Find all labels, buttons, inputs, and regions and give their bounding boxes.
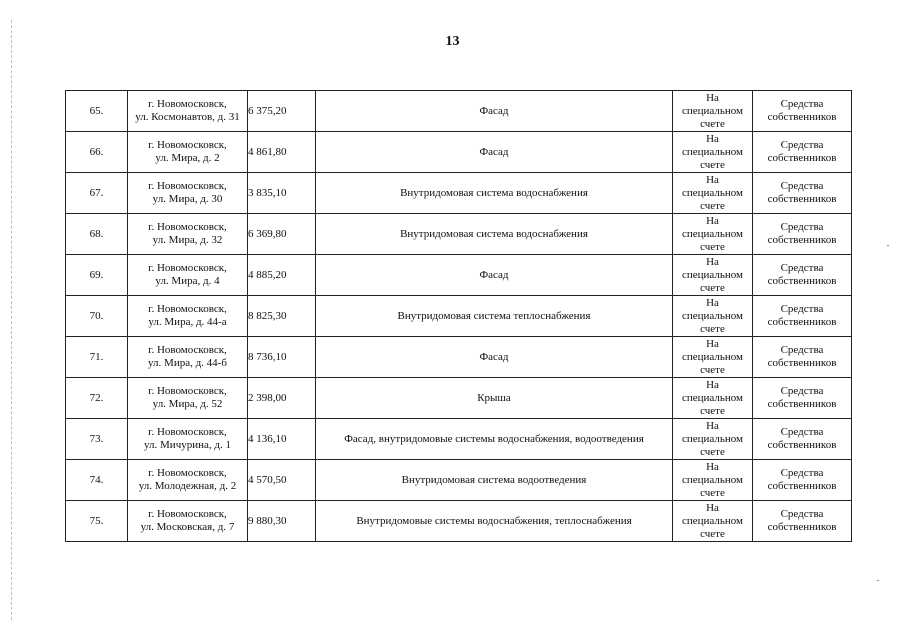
row-number: 72. <box>89 391 104 404</box>
funding-source-line: Средства <box>780 262 824 274</box>
account-line: специальном <box>681 104 744 117</box>
funding-source-cell <box>753 296 852 337</box>
table-row <box>66 214 852 255</box>
account-line: счете <box>700 117 725 130</box>
table-row <box>66 378 852 419</box>
row-number: 74. <box>89 473 104 486</box>
row-number-cell <box>66 214 128 255</box>
address-cell <box>128 173 248 214</box>
work-type-cell <box>316 173 673 214</box>
address-cell <box>128 501 248 542</box>
table-row <box>66 337 852 378</box>
work-type-cell <box>316 378 673 419</box>
funding-source-line: собственников <box>767 480 837 492</box>
address-city: г. Новомосковск, <box>148 508 227 520</box>
area-value: 6 369,80 <box>248 227 287 240</box>
area-cell <box>248 173 316 214</box>
account-cell <box>673 255 753 296</box>
account-line: специальном <box>681 514 744 527</box>
funding-source-line: Средства <box>780 98 824 110</box>
work-type-cell <box>316 296 673 337</box>
funding-source-cell <box>753 214 852 255</box>
funding-source-line: собственников <box>767 316 837 328</box>
row-number-cell <box>66 337 128 378</box>
address-street: ул. Мира, д. 44-б <box>148 357 227 369</box>
work-type: Внутридомовые системы водоснабжения, теплоснабжения <box>356 514 632 527</box>
scan-speck <box>877 580 879 581</box>
funding-source-line: Средства <box>780 467 824 479</box>
work-type-cell <box>316 255 673 296</box>
address-cell <box>128 337 248 378</box>
area-value: 3 835,10 <box>248 186 287 199</box>
table-row <box>66 419 852 460</box>
account-line: счете <box>700 322 725 335</box>
account-cell <box>673 296 753 337</box>
address-cell <box>128 419 248 460</box>
account-line: счете <box>700 240 725 253</box>
area-value: 8 736,10 <box>248 350 287 363</box>
area-cell <box>248 337 316 378</box>
funding-source-cell <box>753 91 852 132</box>
address-street: ул. Мира, д. 44-а <box>148 316 227 328</box>
table-row <box>66 132 852 173</box>
account-line: счете <box>700 404 725 417</box>
funding-source-line: собственников <box>767 439 837 451</box>
account-cell <box>673 173 753 214</box>
account-cell <box>673 501 753 542</box>
work-type-cell <box>316 501 673 542</box>
address-street: ул. Мира, д. 30 <box>152 193 223 205</box>
account-line: счете <box>700 158 725 171</box>
row-number-cell <box>66 378 128 419</box>
work-type: Фасад <box>479 145 509 158</box>
address-city: г. Новомосковск, <box>148 262 227 274</box>
funding-source-line: Средства <box>780 344 824 356</box>
funding-source-cell <box>753 132 852 173</box>
row-number-cell <box>66 173 128 214</box>
area-cell <box>248 132 316 173</box>
work-type-cell <box>316 337 673 378</box>
funding-source-line: собственников <box>767 398 837 410</box>
funding-source-line: собственников <box>767 152 837 164</box>
funding-source-line: собственников <box>767 193 837 205</box>
account-line: специальном <box>681 391 744 404</box>
account-line: специальном <box>681 432 744 445</box>
address-city: г. Новомосковск, <box>148 139 227 151</box>
row-number-cell <box>66 419 128 460</box>
funding-source-line: Средства <box>780 303 824 315</box>
funding-source-cell <box>753 501 852 542</box>
table-row <box>66 501 852 542</box>
address-street: ул. Московская, д. 7 <box>140 521 235 533</box>
funding-source-cell <box>753 173 852 214</box>
funding-source-cell <box>753 378 852 419</box>
area-cell <box>248 214 316 255</box>
address-city: г. Новомосковск, <box>148 98 227 110</box>
account-line: счете <box>700 281 725 294</box>
area-cell <box>248 255 316 296</box>
row-number-cell <box>66 91 128 132</box>
work-type: Фасад <box>479 350 509 363</box>
address-city: г. Новомосковск, <box>148 426 227 438</box>
row-number: 67. <box>89 186 104 199</box>
account-line: специальном <box>681 227 744 240</box>
account-line: счете <box>700 363 725 376</box>
funding-source-line: Средства <box>780 508 824 520</box>
row-number: 75. <box>89 514 104 527</box>
address-city: г. Новомосковск, <box>148 385 227 397</box>
address-street: ул. Мира, д. 2 <box>155 152 220 164</box>
address-street: ул. Мира, д. 4 <box>155 275 220 287</box>
area-value: 6 375,20 <box>248 104 287 117</box>
address-street: ул. Мира, д. 32 <box>152 234 223 246</box>
row-number: 66. <box>89 145 104 158</box>
work-type-cell <box>316 132 673 173</box>
work-type: Внутридомовая система теплоснабжения <box>397 309 591 322</box>
row-number-cell <box>66 132 128 173</box>
funding-source-line: собственников <box>767 275 837 287</box>
area-cell <box>248 296 316 337</box>
address-city: г. Новомосковск, <box>148 180 227 192</box>
area-cell <box>248 91 316 132</box>
row-number-cell <box>66 501 128 542</box>
account-line: На <box>706 337 719 350</box>
address-street: ул. Мичурина, д. 1 <box>144 439 231 451</box>
account-cell <box>673 91 753 132</box>
address-city: г. Новомосковск, <box>148 467 227 479</box>
scan-speck <box>887 245 889 246</box>
account-line: На <box>706 91 719 104</box>
table-row <box>66 255 852 296</box>
row-number: 71. <box>89 350 104 363</box>
page-number: 13 <box>445 34 460 49</box>
account-line: счете <box>700 445 725 458</box>
row-number: 69. <box>89 268 104 281</box>
account-line: специальном <box>681 309 744 322</box>
account-cell <box>673 214 753 255</box>
address-city: г. Новомосковск, <box>148 344 227 356</box>
funding-source-line: собственников <box>767 357 837 369</box>
work-type-cell <box>316 214 673 255</box>
houses-table <box>65 90 852 542</box>
table-row <box>66 173 852 214</box>
area-value: 9 880,30 <box>248 514 287 527</box>
account-line: счете <box>700 527 725 540</box>
address-cell <box>128 91 248 132</box>
account-line: На <box>706 214 719 227</box>
work-type-cell <box>316 91 673 132</box>
address-cell <box>128 255 248 296</box>
row-number: 68. <box>89 227 104 240</box>
address-city: г. Новомосковск, <box>148 303 227 315</box>
account-line: На <box>706 378 719 391</box>
area-value: 4 136,10 <box>248 432 287 445</box>
row-number-cell <box>66 296 128 337</box>
account-line: специальном <box>681 473 744 486</box>
account-line: специальном <box>681 268 744 281</box>
area-cell <box>248 378 316 419</box>
account-line: На <box>706 255 719 268</box>
funding-source-line: Средства <box>780 139 824 151</box>
row-number-cell <box>66 255 128 296</box>
work-type: Внутридомовая система водоснабжения <box>400 227 588 240</box>
account-line: На <box>706 296 719 309</box>
binding-margin-line <box>11 20 12 620</box>
area-cell <box>248 460 316 501</box>
work-type-cell <box>316 419 673 460</box>
area-value: 4 885,20 <box>248 268 287 281</box>
funding-source-line: Средства <box>780 221 824 233</box>
table-row <box>66 296 852 337</box>
row-number: 70. <box>89 309 104 322</box>
address-street: ул. Космонавтов, д. 31 <box>135 111 240 123</box>
account-cell <box>673 132 753 173</box>
funding-source-cell <box>753 419 852 460</box>
row-number: 73. <box>89 432 104 445</box>
account-cell <box>673 337 753 378</box>
area-value: 8 825,30 <box>248 309 287 322</box>
area-value: 4 861,80 <box>248 145 287 158</box>
funding-source-line: Средства <box>780 180 824 192</box>
address-cell <box>128 460 248 501</box>
address-cell <box>128 214 248 255</box>
account-cell <box>673 378 753 419</box>
table-row <box>66 460 852 501</box>
account-line: специальном <box>681 145 744 158</box>
row-number: 65. <box>89 104 104 117</box>
funding-source-line: Средства <box>780 385 824 397</box>
account-line: На <box>706 501 719 514</box>
work-type: Фасад, внутридомовые системы водоснабжения, водоотведения <box>344 432 644 445</box>
funding-source-cell <box>753 337 852 378</box>
area-value: 2 398,00 <box>248 391 287 404</box>
funding-source-line: собственников <box>767 111 837 123</box>
address-city: г. Новомосковск, <box>148 221 227 233</box>
work-type: Фасад <box>479 268 509 281</box>
account-cell <box>673 419 753 460</box>
address-street: ул. Мира, д. 52 <box>152 398 223 410</box>
table-row <box>66 91 852 132</box>
row-number-cell <box>66 460 128 501</box>
account-line: специальном <box>681 350 744 363</box>
houses-table-body <box>66 91 852 542</box>
funding-source-line: Средства <box>780 426 824 438</box>
account-line: На <box>706 419 719 432</box>
address-cell <box>128 296 248 337</box>
funding-source-line: собственников <box>767 521 837 533</box>
account-line: На <box>706 132 719 145</box>
funding-source-line: собственников <box>767 234 837 246</box>
address-cell <box>128 132 248 173</box>
account-line: счете <box>700 486 725 499</box>
address-cell <box>128 378 248 419</box>
address-street: ул. Молодежная, д. 2 <box>138 480 237 492</box>
area-value: 4 570,50 <box>248 473 287 486</box>
account-line: На <box>706 460 719 473</box>
work-type-cell <box>316 460 673 501</box>
account-line: На <box>706 173 719 186</box>
work-type: Фасад <box>479 104 509 117</box>
account-line: счете <box>700 199 725 212</box>
area-cell <box>248 419 316 460</box>
funding-source-cell <box>753 460 852 501</box>
work-type: Внутридомовая система водоснабжения <box>400 186 588 199</box>
account-line: специальном <box>681 186 744 199</box>
account-cell <box>673 460 753 501</box>
area-cell <box>248 501 316 542</box>
work-type: Внутридомовая система водоотведения <box>401 473 587 486</box>
work-type: Крыша <box>477 391 511 404</box>
funding-source-cell <box>753 255 852 296</box>
